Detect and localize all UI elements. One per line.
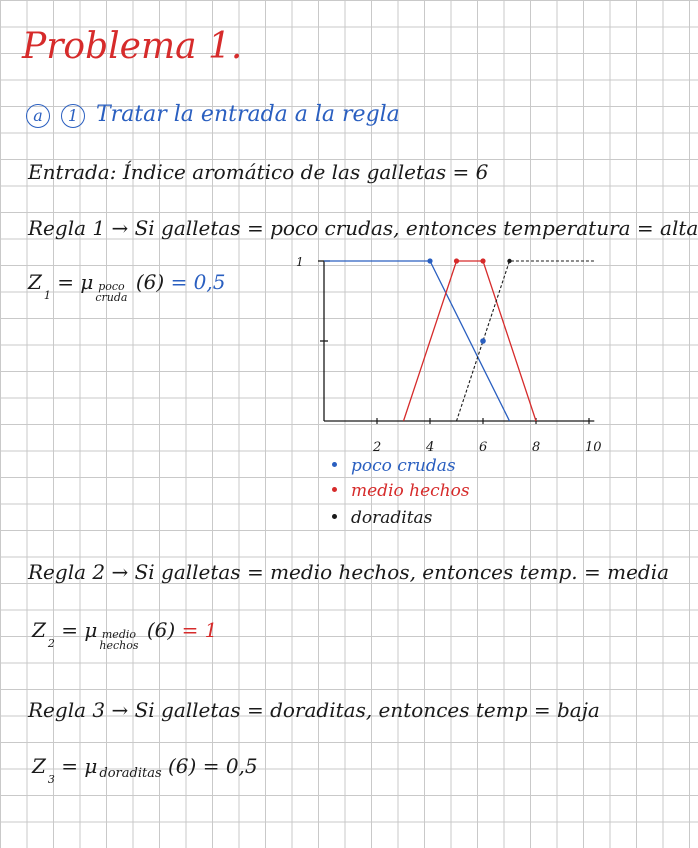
rule-3-formula (32, 754, 258, 785)
point-blue-peak (427, 258, 432, 263)
x-tick-label: 10 (585, 440, 602, 455)
z3-arg: (6) (168, 754, 197, 778)
rule-2-formula (32, 618, 217, 651)
chart-labels (296, 255, 602, 455)
series-medio-hechos (404, 261, 537, 421)
series-doraditas (457, 261, 595, 421)
legend-dot-red (332, 487, 337, 492)
section-text: Tratar la entrada a la regla (96, 102, 400, 127)
z2-subscript: 2 (47, 637, 55, 650)
legend-item-doraditas: doraditas (332, 508, 432, 528)
z1-result: = 0,5 (170, 270, 226, 294)
z1-mu-subscript: poco cruda (95, 280, 128, 304)
z3-label: Z (32, 754, 46, 778)
x-tick-label: 6 (479, 440, 488, 455)
section-heading (26, 102, 400, 128)
point-red-right (480, 258, 485, 263)
z2-label: Z (32, 618, 46, 642)
z2-arg: (6) (146, 618, 176, 642)
point-red-left (454, 258, 459, 263)
rule-1-formula (28, 270, 225, 303)
point-intersection (480, 338, 486, 344)
legend-item-medio-hechos: medio hechos (332, 481, 470, 501)
z3-mu: = μ (61, 754, 98, 778)
z3-mu-subscript: doraditas (99, 766, 162, 781)
rule-2-text: Regla 2 → Si galletas = medio hechos, entonces temp. = media (28, 560, 670, 584)
chart-series (324, 258, 594, 421)
z2-result: = 1 (181, 618, 218, 642)
section-letter: a (26, 104, 50, 128)
z3-result: = 0,5 (202, 754, 258, 778)
rule-1-text: Regla 1 → Si galletas = poco crudas, entonces temperatura = alta (28, 216, 698, 240)
z3-subscript: 3 (47, 773, 55, 786)
z1-arg: (6) (135, 270, 165, 294)
x-tick-label: 4 (426, 440, 435, 455)
section-number: 1 (61, 104, 85, 128)
entrada-line: Entrada: Índice aromático de las galletas = 6 (28, 160, 489, 184)
legend-item-poco-crudas: poco crudas (332, 456, 456, 476)
chart-axes (318, 261, 594, 424)
x-tick-label: 2 (373, 440, 382, 455)
z2-mu: = μ (61, 618, 98, 642)
z1-subscript: 1 (43, 289, 51, 302)
y-axis-label-1: 1 (296, 255, 304, 269)
rule-3-text: Regla 3 → Si galletas = doraditas, entonces temp = baja (28, 698, 600, 722)
legend-dot-black (332, 514, 337, 519)
series-poco-crudas (324, 261, 510, 421)
point-black-top (507, 259, 511, 263)
z1-mu: = μ (57, 270, 94, 294)
z1-label: Z (28, 270, 42, 294)
legend-dot-blue (332, 462, 337, 467)
x-tick-label: 8 (532, 440, 541, 455)
page-title: Problema 1. (22, 26, 243, 67)
z2-mu-subscript: medio hechos (99, 628, 139, 652)
